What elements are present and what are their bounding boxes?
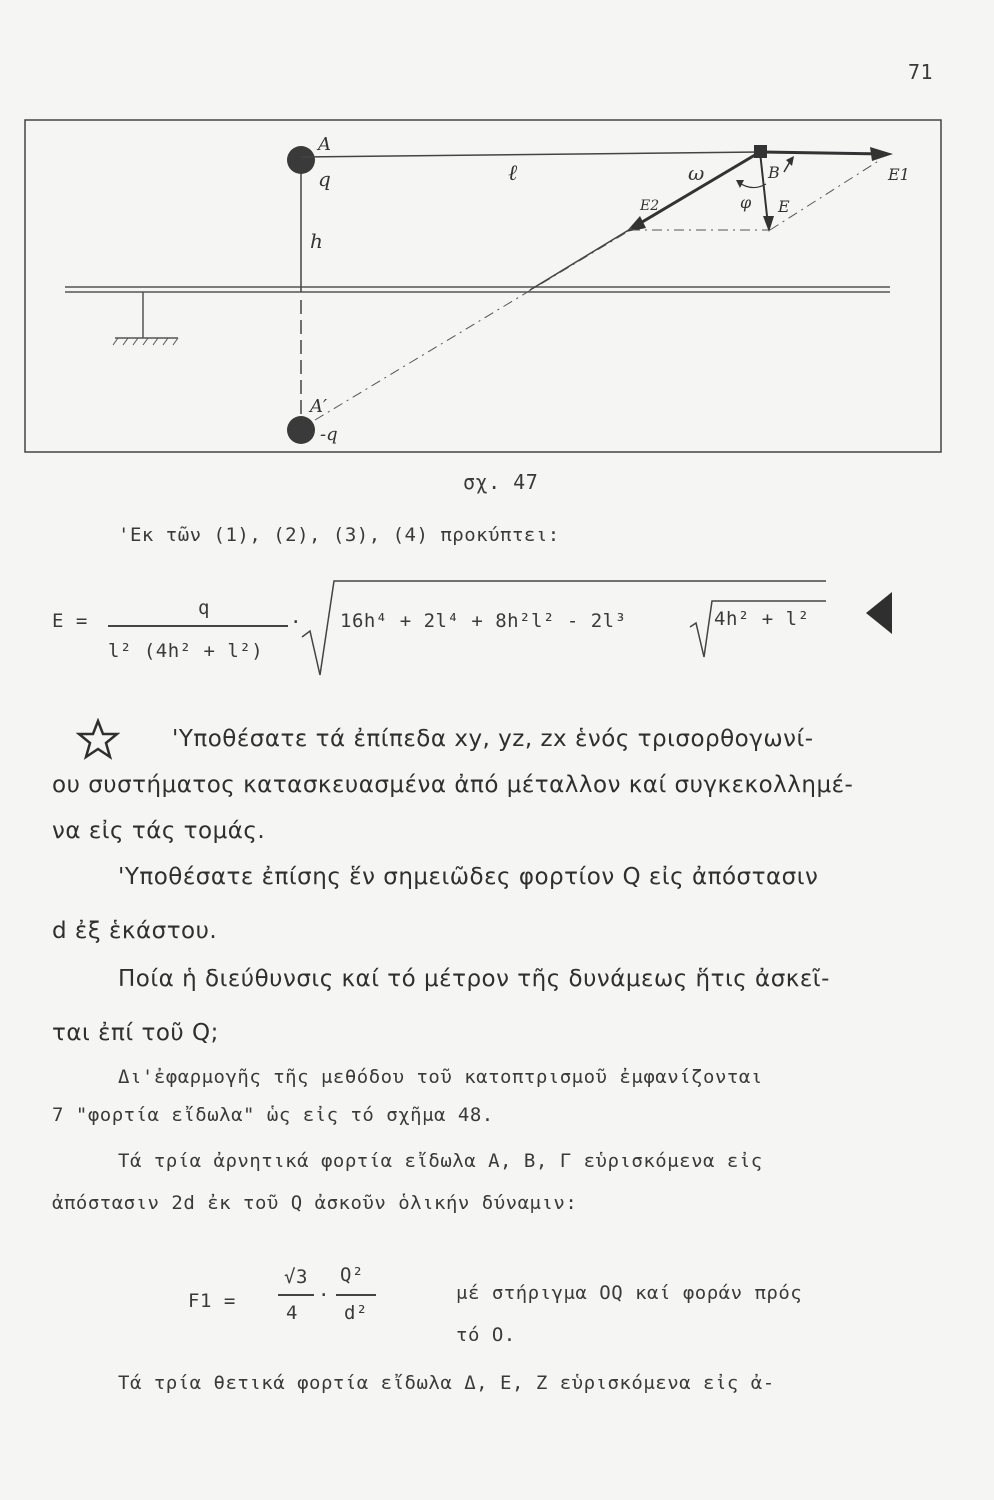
formula-F1-frac1-bar xyxy=(278,1294,314,1296)
formula-F1-frac1-num: √3 xyxy=(284,1266,308,1288)
exercise-line-7: ται ἐπί τοῦ Q; xyxy=(52,1020,219,1046)
formula-F1-frac2-den: d² xyxy=(344,1302,368,1324)
label-l: ℓ xyxy=(508,161,518,186)
label-q: q xyxy=(318,167,331,191)
exercise-line-4: 'Υποθέσατε ἐπίσης ἕν σημειῶδες φορτίον Q εἰς ἀπόστασιν xyxy=(118,864,819,890)
label-A: A xyxy=(318,134,331,155)
label-omega: ω xyxy=(688,161,705,185)
charge-minus-q-icon xyxy=(287,416,315,444)
exercise-line-6: Ποία ἡ διεύθυνσις καί τό μέτρον τῆς δυνάμεως ἥτις ἀσκεῖ- xyxy=(118,966,830,992)
label-A-prime: A′ xyxy=(310,396,328,417)
exercise-line-3: να εἰς τάς τομάς. xyxy=(52,818,266,844)
solution-line-4: ἀπόστασιν 2d ἐκ τοῦ Q ἀσκοῦν ὁλικήν δύναμιν: xyxy=(52,1192,578,1214)
formula-F1-frac2-num: Q² xyxy=(340,1264,364,1286)
solution-line-3: Τά τρία ἀρνητικά φορτία εἴδωλα A, B, Γ εὑρισκόμενα εἰς xyxy=(118,1150,763,1172)
line-l xyxy=(301,152,760,157)
solution-last-line: Τά τρία θετικά φορτία εἴδωλα Δ, E, Z εὑρισκόμενα εἰς ἀ- xyxy=(118,1372,775,1394)
label-B: B xyxy=(768,163,780,182)
star-outline-icon xyxy=(76,718,120,760)
formula-E-denominator: l² (4h² + l²) xyxy=(108,640,264,662)
formula-F1-dot: · xyxy=(318,1284,330,1306)
label-E1: E1 xyxy=(888,165,910,184)
point-B-icon xyxy=(754,145,767,158)
formula-F1-frac2-bar xyxy=(336,1294,376,1296)
formula-F1-lhs: F1 = xyxy=(188,1290,236,1312)
triangle-left-icon xyxy=(864,590,894,636)
charge-q-icon xyxy=(287,146,315,174)
vector-E xyxy=(760,152,768,225)
figure-47 xyxy=(0,0,994,470)
intro-line: 'Εκ τῶν (1), (2), (3), (4) προκύπτει: xyxy=(118,524,560,546)
phi-arrowhead-icon xyxy=(736,180,744,188)
dashed-parallelogram xyxy=(770,160,880,230)
label-E: E xyxy=(778,197,790,216)
formula-E-lhs: E = xyxy=(52,610,88,632)
formula-E-dot: · xyxy=(290,611,302,633)
page-number: 71 xyxy=(908,60,934,84)
formula-F1-note-2: τό O. xyxy=(456,1324,516,1346)
formula-F1-note-1: μέ στήριγμα OQ καί φοράν πρός xyxy=(456,1282,803,1304)
figure-caption: σχ. 47 xyxy=(463,470,539,494)
label-h: h xyxy=(310,229,323,253)
arrowhead-E1-icon xyxy=(870,147,893,161)
solution-line-1: Δι'ἐφαρμογῆς τῆς μεθόδου τοῦ κατοπτρισμοῦ ἐμφανίζονται xyxy=(118,1066,763,1088)
angle-arrowhead-icon xyxy=(786,156,794,166)
formula-E-radicand: 16h⁴ + 2l⁴ + 8h²l² - 2l³ xyxy=(340,610,627,632)
exercise-line-5: d ἐξ ἑκάστου. xyxy=(52,918,218,944)
label-minus-q: -q xyxy=(320,424,338,445)
formula-F1-frac1-den: 4 xyxy=(286,1302,298,1324)
solution-line-2: 7 "φορτία εἴδωλα" ὡς εἰς τό σχῆμα 48. xyxy=(52,1104,494,1126)
label-phi: φ xyxy=(740,193,752,212)
exercise-line-1: 'Υποθέσατε τά ἐπίπεδα xy, yz, zx ἑνός τρισορθογωνί- xyxy=(172,726,814,752)
formula-E-inner-radicand: 4h² + l² xyxy=(714,608,810,630)
formula-E-numerator: q xyxy=(198,597,210,619)
line-segment xyxy=(530,228,632,290)
label-E2: E2 xyxy=(640,198,660,214)
exercise-line-2: ου συστήματος κατασκευασμένα ἀπό μέταλλον καί συγκεκολλημέ- xyxy=(52,772,854,798)
figure-frame xyxy=(25,120,941,452)
vector-E1 xyxy=(760,152,885,154)
ground-hatch-icon xyxy=(113,338,178,345)
formula-E-fraction-bar xyxy=(108,625,288,627)
